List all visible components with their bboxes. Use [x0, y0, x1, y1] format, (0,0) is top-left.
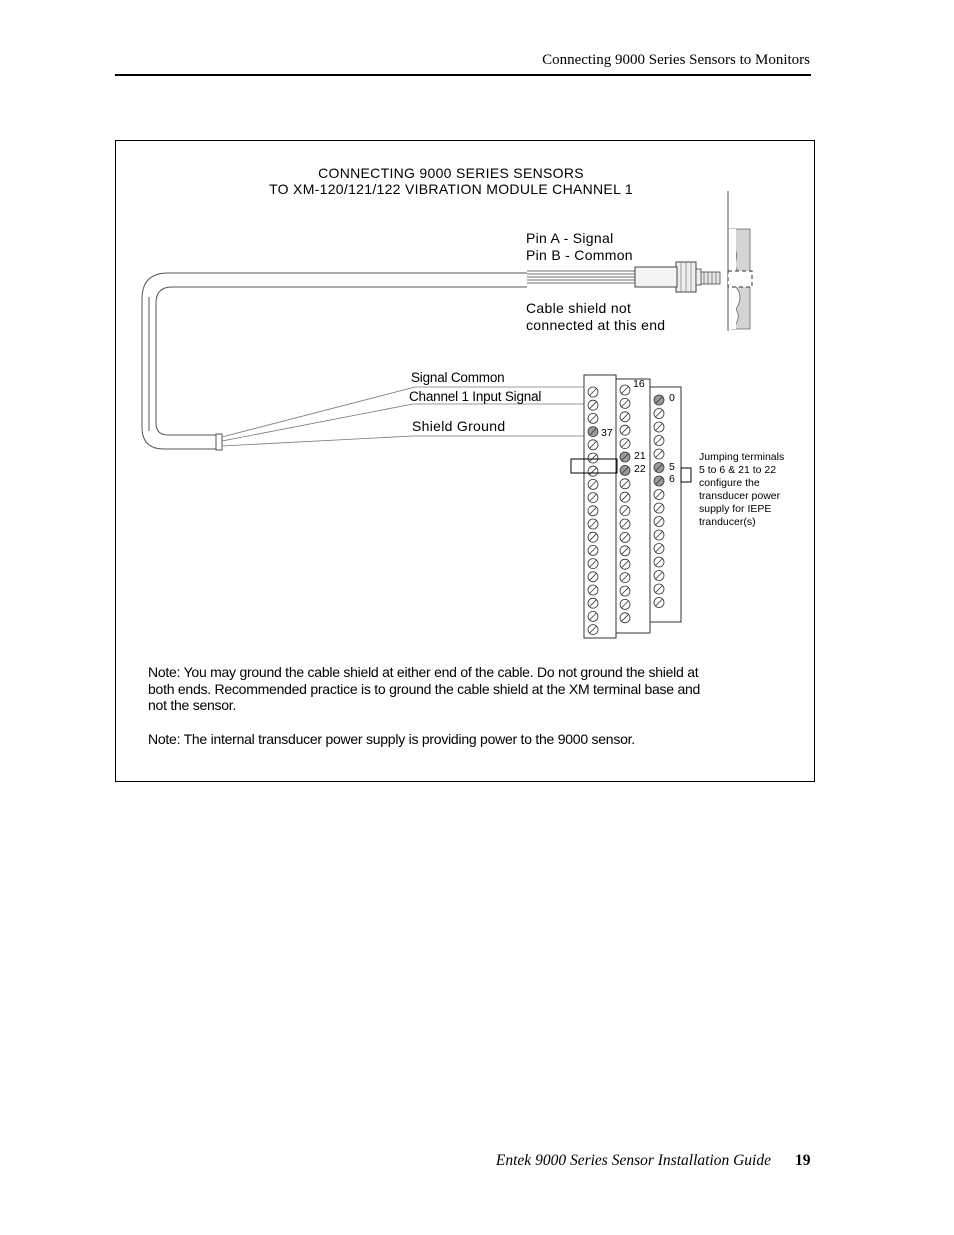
terminal-22-label: 22 [634, 463, 646, 475]
running-header: Connecting 9000 Series Sensors to Monitors [542, 52, 810, 68]
header-rule [115, 74, 811, 76]
terminal-0-label: 0 [669, 392, 675, 404]
terminal-5-label: 5 [669, 461, 675, 473]
wiring-figure [115, 140, 815, 782]
channel-input-label: Channel 1 Input Signal [409, 389, 542, 404]
jumper-note-line: supply for IEPE [699, 503, 772, 515]
signal-common-label: Signal Common [411, 370, 505, 385]
jumper-note [699, 451, 784, 529]
jumper-note-line: configure the [699, 477, 760, 489]
sensor-connector [527, 262, 701, 292]
mounting-stud [700, 272, 720, 284]
figure-notes [148, 664, 708, 764]
footer-guide-title: Entek 9000 Series Sensor Installation Guide [495, 1152, 771, 1169]
terminal-37-label: 37 [601, 427, 613, 439]
page-number: 19 [795, 1152, 811, 1169]
jumper-note-line: transducer power [699, 490, 781, 502]
pin-b-label: Pin B - Common [526, 247, 633, 263]
figure-title-line2: TO XM-120/121/122 VIBRATION MODULE CHANNEL 1 [269, 181, 633, 197]
shield-note-line2: connected at this end [526, 317, 666, 333]
shield-note-line1: Cable shield not [526, 300, 632, 316]
jumper-note-line: 5 to 6 & 21 to 22 [699, 464, 777, 476]
pin-a-label: Pin A - Signal [526, 230, 614, 246]
machine-surface [728, 191, 752, 331]
figure-title-line1: CONNECTING 9000 SERIES SENSORS [318, 165, 584, 181]
terminal-6-label: 6 [669, 473, 675, 485]
jumper-note-line: tranducer(s) [699, 516, 756, 528]
terminal-16-label: 16 [633, 378, 645, 390]
jumper-note-line: Jumping terminals [699, 451, 785, 463]
shield-ground-label: Shield Ground [412, 418, 506, 434]
note-grounding: Note: You may ground the cable shield at either end of the cable. Do not ground the shield at both ends. Recommended practice is to ground the cable shield at the XM terminal base and not the sensor. [148, 664, 701, 713]
note-power-supply: Note: The internal transducer power supply is providing power to the 9000 sensor. [148, 730, 635, 747]
terminal-21-label: 21 [634, 450, 646, 462]
terminal-base [584, 375, 681, 638]
figure-title [116, 165, 816, 197]
